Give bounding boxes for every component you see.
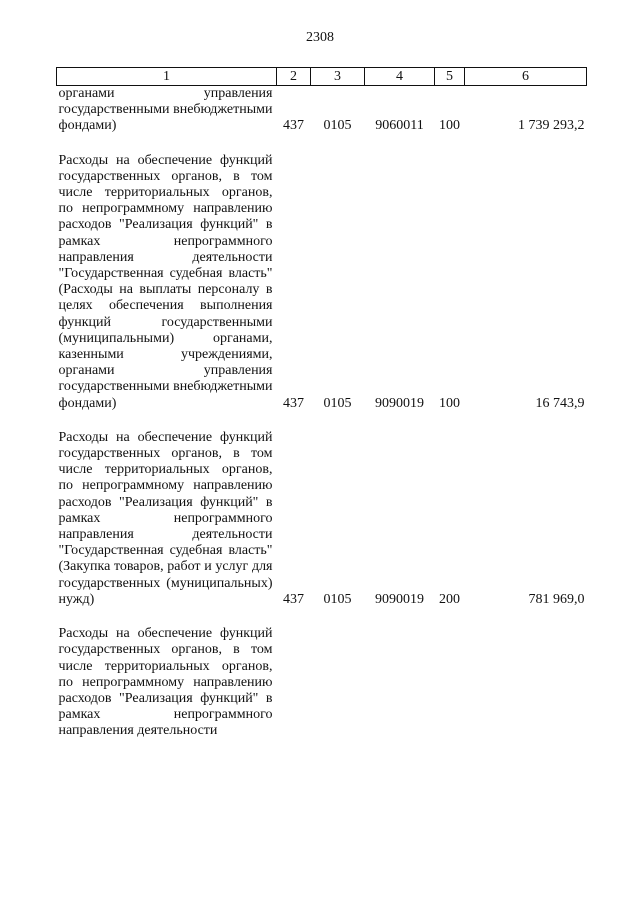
header-col-4: 4 xyxy=(365,68,435,86)
table-row xyxy=(57,626,587,739)
row-spacer xyxy=(57,135,587,153)
row-expense-type: 100 xyxy=(439,395,460,411)
table-row xyxy=(57,153,587,412)
row-description: органами управления государственными внебюджетными фондами) xyxy=(58,86,273,134)
row-description: Расходы на обеспечение функций государственных органов, в том числе территориальных органов, по непрограммному направлению расходов "Реализация функций" в рамках непрограммного направления деятельности "Государственная судебная власть" (Расходы на выплаты персоналу в целях обеспечения выполнения функций государственными (муниципальными) органами, казенными учреждениями, органами управления государственными внебюджетными фондами) xyxy=(58,152,273,411)
row-target-code: 9060011 xyxy=(375,118,424,134)
table-row xyxy=(57,86,587,135)
header-col-2: 2 xyxy=(277,68,311,86)
row-spacer xyxy=(57,412,587,430)
budget-table xyxy=(56,67,587,740)
row-section-code: 0105 xyxy=(323,591,352,607)
row-expense-type xyxy=(435,626,465,739)
row-section-code xyxy=(311,626,365,739)
header-col-6: 6 xyxy=(465,68,587,86)
table-header-row xyxy=(57,68,587,86)
row-amount xyxy=(465,626,587,739)
row-target-code: 9090019 xyxy=(375,395,424,411)
row-ministry-code: 437 xyxy=(283,591,304,607)
header-col-5: 5 xyxy=(435,68,465,86)
header-col-3: 3 xyxy=(311,68,365,86)
row-target-code xyxy=(365,626,435,739)
page-number: 2308 xyxy=(306,30,334,45)
row-amount: 1 739 293,2 xyxy=(518,118,585,134)
row-section-code: 0105 xyxy=(323,395,352,411)
row-amount: 16 743,9 xyxy=(535,395,585,411)
row-spacer xyxy=(57,608,587,626)
table-row xyxy=(57,430,587,608)
row-ministry-code: 437 xyxy=(283,118,304,134)
row-expense-type: 100 xyxy=(439,118,460,134)
row-ministry-code xyxy=(277,626,311,739)
row-target-code: 9090019 xyxy=(375,591,424,607)
row-expense-type: 200 xyxy=(439,591,460,607)
row-description: Расходы на обеспечение функций государственных органов, в том числе территориальных органов, по непрограммному направлению расходов "Реализация функций" в рамках непрограммного направления деятельности xyxy=(58,626,273,739)
row-description: Расходы на обеспечение функций государственных органов, в том числе территориальных органов, по непрограммному направлению расходов "Реализация функций" в рамках непрограммного направления деятельности "Государственная судебная власть" (Закупка товаров, работ и услуг для государственных (муниципальных) нужд) xyxy=(58,429,273,607)
row-ministry-code: 437 xyxy=(283,395,304,411)
header-col-1: 1 xyxy=(57,68,277,86)
row-amount: 781 969,0 xyxy=(528,591,585,607)
row-section-code: 0105 xyxy=(323,118,352,134)
